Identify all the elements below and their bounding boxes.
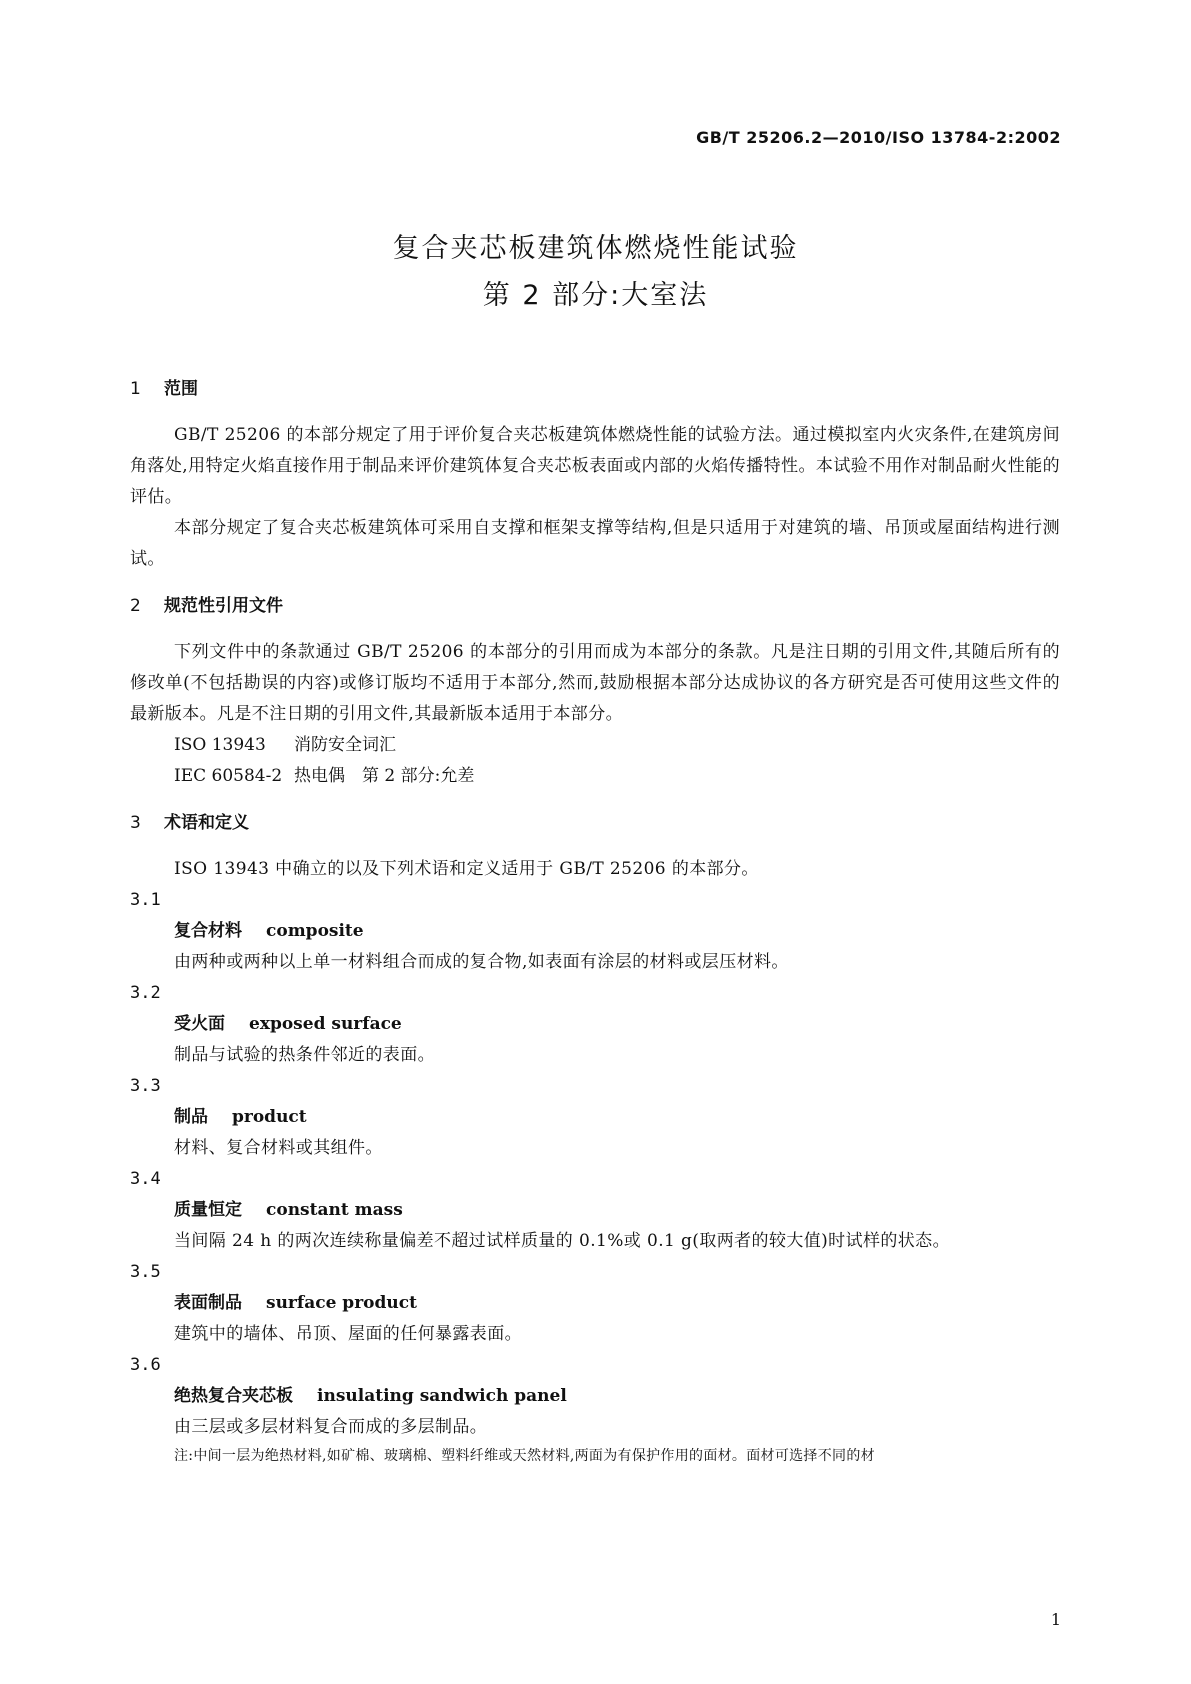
term-number: 3.5 xyxy=(130,1262,161,1282)
page-number: 1 xyxy=(1050,1610,1061,1629)
term-entry xyxy=(130,1102,1060,1133)
term-cn: 表面制品 xyxy=(174,1293,242,1313)
term-entry xyxy=(130,1381,1060,1412)
standard-code: GB/T 25206.2—2010/ISO 13784-2:2002 xyxy=(696,128,1061,147)
term-number: 3.4 xyxy=(130,1169,161,1189)
term-en: composite xyxy=(266,921,364,941)
section-title: 范围 xyxy=(164,379,198,399)
term-definition: 由两种或两种以上单一材料组合而成的复合物,如表面有涂层的材料或层压材料。 xyxy=(174,952,789,972)
paragraph: ISO 13943 中确立的以及下列术语和定义适用于 GB/T 25206 的本部分。 xyxy=(174,859,759,879)
term-cn: 复合材料 xyxy=(174,921,242,941)
term-entry xyxy=(130,916,1060,947)
term-en: product xyxy=(232,1107,307,1127)
document-subtitle: 第 2 部分:大室法 xyxy=(482,280,709,311)
term-en: exposed surface xyxy=(249,1014,402,1034)
term-cn: 质量恒定 xyxy=(174,1200,242,1220)
section-number: 1 xyxy=(130,379,141,399)
term-entry xyxy=(130,1009,1060,1040)
note: 注:中间一层为绝热材料,如矿棉、玻璃棉、塑料纤维或天然材料,两面为有保护作用的面材。面材可选择不同的材 xyxy=(174,1448,875,1464)
document-body xyxy=(130,372,1060,1469)
term-cn: 制品 xyxy=(174,1107,208,1127)
term-en: insulating sandwich panel xyxy=(317,1386,567,1406)
section-heading xyxy=(130,589,1060,623)
term-number: 3.2 xyxy=(130,983,161,1003)
term-entry xyxy=(130,1195,1060,1226)
term-en: surface product xyxy=(266,1293,417,1313)
term-number: 3.1 xyxy=(130,890,161,910)
section-number: 2 xyxy=(130,596,141,616)
reference-title: 消防安全词汇 xyxy=(294,735,396,755)
term-en: constant mass xyxy=(266,1200,403,1220)
term-definition: 材料、复合材料或其组件。 xyxy=(174,1138,383,1158)
reference-code: ISO 13943 xyxy=(174,735,266,755)
term-cn: 受火面 xyxy=(174,1014,225,1034)
term-definition: 当间隔 24 h 的两次连续称量偏差不超过试样质量的 0.1%或 0.1 g(取两者的较大值)时试样的状态。 xyxy=(174,1231,950,1251)
term-definition: 建筑中的墙体、吊顶、屋面的任何暴露表面。 xyxy=(174,1324,522,1344)
term-number: 3.6 xyxy=(130,1355,161,1375)
reference-item xyxy=(130,761,1060,792)
document-title: 复合夹芯板建筑体燃烧性能试验 xyxy=(392,233,799,264)
section-heading xyxy=(130,806,1060,840)
term-entry xyxy=(130,1288,1060,1319)
section-title: 术语和定义 xyxy=(164,813,249,833)
term-number: 3.3 xyxy=(130,1076,161,1096)
term-cn: 绝热复合夹芯板 xyxy=(174,1386,293,1406)
reference-code: IEC 60584-2 xyxy=(174,766,283,786)
reference-title: 热电偶 第 2 部分:允差 xyxy=(294,766,475,786)
term-definition: 由三层或多层材料复合而成的多层制品。 xyxy=(174,1417,488,1437)
section-number: 3 xyxy=(130,813,141,833)
section-title: 规范性引用文件 xyxy=(164,596,283,616)
paragraph: 下列文件中的条款通过 GB/T 25206 的本部分的引用而成为本部分的条款。凡是注日期的引用文件,其随后所有的修改单(不包括勘误的内容)或修订版均不适用于本部分,然而,鼓励根据本部分达成协议的各方研究是否可使用这些文件的最新版本。凡是不注日期的引用文件,其最新版本适用于本部分。 xyxy=(130,642,1060,724)
paragraph: 本部分规定了复合夹芯板建筑体可采用自支撑和框架支撑等结构,但是只适用于对建筑的墙、吊顶或屋面结构进行测试。 xyxy=(130,518,1060,569)
paragraph: GB/T 25206 的本部分规定了用于评价复合夹芯板建筑体燃烧性能的试验方法。通过模拟室内火灾条件,在建筑房间角落处,用特定火焰直接作用于制品来评价建筑体复合夹芯板表面或内部的火焰传播特性。本试验不用作对制品耐火性能的评估。 xyxy=(130,425,1060,507)
term-definition: 制品与试验的热条件邻近的表面。 xyxy=(174,1045,435,1065)
section-heading xyxy=(130,372,1060,406)
reference-item xyxy=(130,730,1060,761)
